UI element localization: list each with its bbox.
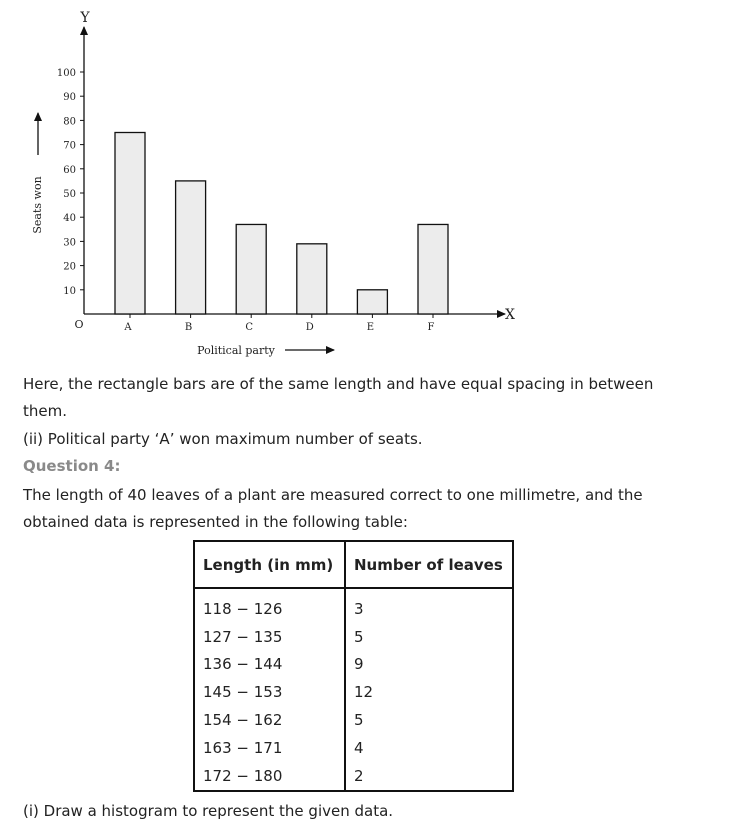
cell-count: 3 — [345, 588, 513, 623]
table-row — [194, 678, 513, 706]
y-tick-label: 30 — [63, 237, 76, 249]
cell-count: 5 — [345, 623, 513, 651]
answer-ii: (ii) Political party ‘A’ won maximum number of seats. — [23, 430, 423, 448]
table-row — [194, 623, 513, 651]
x-tick-label: F — [427, 322, 435, 333]
bar-d — [297, 244, 327, 314]
header-length: Length (in mm) — [194, 541, 345, 588]
table-row — [194, 706, 513, 734]
explanation-paragraph: Here, the rectangle bars are of the same length and have equal spacing in between them. — [23, 375, 654, 420]
y-tick-label: 20 — [63, 261, 76, 273]
y-tick-label: 60 — [63, 164, 76, 176]
bar-b — [176, 181, 206, 314]
y-tick-label: 50 — [63, 189, 76, 200]
cell-count: 5 — [345, 706, 513, 734]
x-axis-letter: X — [505, 307, 515, 323]
cell-length: 145 − 153 — [194, 678, 345, 706]
cell-length: 172 − 180 — [194, 762, 345, 791]
cell-count: 12 — [345, 678, 513, 706]
x-tick-label: D — [305, 322, 314, 333]
table-row — [194, 651, 513, 679]
y-axis — [79, 10, 90, 314]
y-axis-title — [31, 113, 44, 234]
x-axis-title — [197, 344, 334, 357]
y-tick-label: 70 — [63, 140, 76, 152]
table-row — [194, 734, 513, 762]
cell-count: 2 — [345, 762, 513, 791]
table-row — [194, 762, 513, 791]
bar-c — [236, 224, 266, 314]
y-tick-label: 10 — [63, 285, 76, 297]
y-tick-label: 40 — [63, 213, 76, 225]
cell-count: 4 — [345, 734, 513, 762]
bar-a — [115, 133, 145, 315]
origin-label: O — [74, 318, 84, 331]
table-header-row — [194, 541, 513, 588]
y-tick-label: 90 — [63, 92, 76, 104]
cell-length: 127 − 135 — [194, 623, 345, 651]
cell-count: 9 — [345, 651, 513, 679]
question-4-text: The length of 40 leaves of a plant are measured correct to one millimetre, and the obtained data is represented in the following table: — [23, 486, 643, 531]
x-tick-label: B — [184, 322, 193, 333]
cell-length: 154 − 162 — [194, 706, 345, 734]
bar-chart — [0, 0, 731, 370]
x-tick-label: C — [245, 322, 254, 333]
answer-i-prompt: (i) Draw a histogram to represent the given data. — [23, 802, 394, 820]
cell-length: 136 − 144 — [194, 651, 345, 679]
x-tick-label: E — [366, 322, 375, 333]
cell-length: 118 − 126 — [194, 588, 345, 623]
x-axis-label: Political party — [197, 344, 275, 357]
bar-f — [418, 224, 448, 314]
x-tick-label: A — [124, 322, 132, 333]
question-heading: Question 4: — [23, 457, 121, 475]
cell-length: 163 − 171 — [194, 734, 345, 762]
y-tick-label: 80 — [63, 116, 76, 128]
header-number-of-leaves: Number of leaves — [345, 541, 513, 588]
frequency-table — [193, 540, 514, 792]
y-axis-letter: Y — [80, 10, 90, 26]
bar-e — [357, 290, 387, 314]
y-tick-label: 100 — [56, 68, 76, 79]
y-axis-label: Seats won — [31, 176, 44, 234]
table-row — [194, 588, 513, 623]
